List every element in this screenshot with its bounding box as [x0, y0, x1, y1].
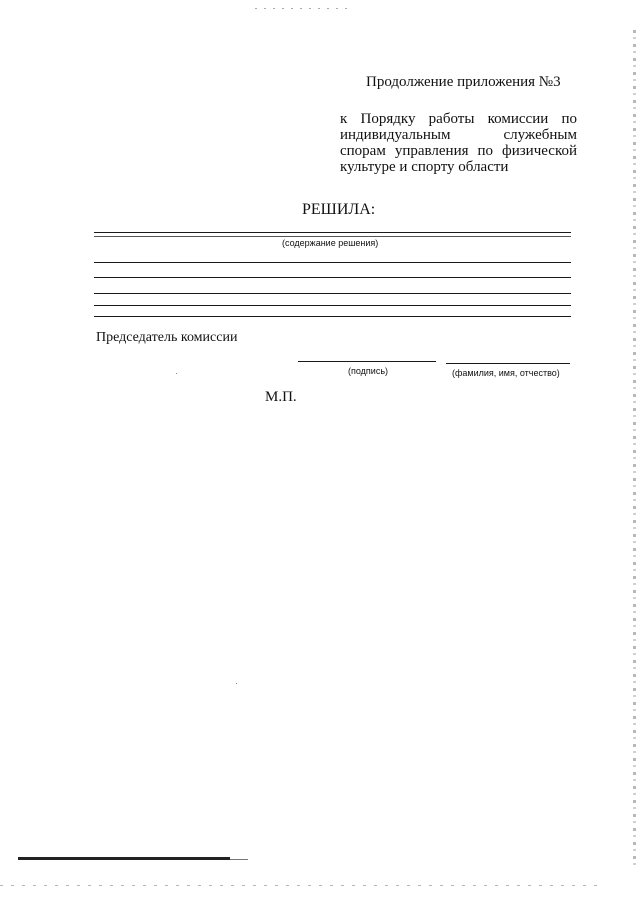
- appendix-reference: к Порядку работы комиссии по индивидуальным служебным спорам управления по физической культуре и спорту области: [340, 111, 577, 175]
- scan-artifact-bottom: [0, 885, 600, 886]
- scan-speck: [236, 683, 237, 684]
- name-caption: (фамилия, имя, отчество): [452, 368, 560, 378]
- signature-line: [298, 361, 436, 362]
- appendix-title: Продолжение приложения №3: [366, 74, 561, 90]
- scan-artifact-top: [255, 8, 350, 9]
- stamp-label: М.П.: [265, 389, 297, 405]
- signature-caption: (подпись): [348, 366, 389, 376]
- decision-heading: РЕШИЛА:: [302, 201, 376, 218]
- decision-line-2: [94, 262, 571, 263]
- decision-line-3: [94, 277, 571, 278]
- decision-line-6: [94, 316, 571, 317]
- scan-artifact-bottom-bar-tail: [230, 859, 248, 860]
- scan-artifact-bottom-bar: [18, 857, 230, 860]
- scan-artifact-right-edge: [633, 30, 636, 870]
- chairman-label: Председатель комиссии: [96, 330, 238, 345]
- decision-line-4: [94, 293, 571, 294]
- scan-speck: [176, 373, 177, 374]
- decision-line-1: [94, 232, 571, 233]
- name-line: [446, 363, 570, 364]
- decision-line-5: [94, 305, 571, 306]
- decision-line-1b: [94, 236, 571, 237]
- decision-content-caption: (содержание решения): [282, 238, 379, 248]
